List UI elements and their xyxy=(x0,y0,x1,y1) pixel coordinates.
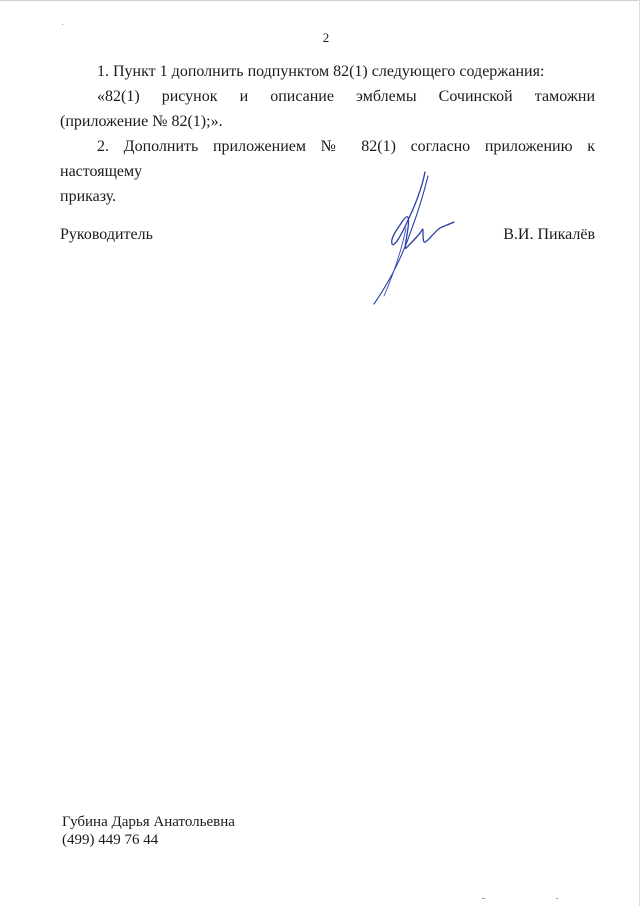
page-number: 2 xyxy=(322,30,330,45)
paragraph-quote-line-2: (приложение № 82(1);». xyxy=(60,113,223,130)
scan-speck xyxy=(482,898,485,899)
contact-phone: (499) 449 76 44 xyxy=(62,832,159,848)
contact-name: Губина Дарья Анатольевна xyxy=(62,814,235,830)
contact-block xyxy=(62,813,235,849)
document-body xyxy=(60,59,595,209)
paragraph-item-2-line-2: приказу. xyxy=(60,188,117,205)
paragraph-item-1: 1. Пункт 1 дополнить подпунктом 82(1) следующего содержания: xyxy=(97,63,545,80)
signatory-name: В.И. Пикалёв xyxy=(503,226,595,243)
paragraph-item-2-line-1: 2. Дополнить приложением № 82(1) согласно приложению к настоящему xyxy=(60,138,595,180)
paragraph-quote-line-1: «82(1) рисунок и описание эмблемы Сочинской таможни xyxy=(97,88,595,105)
scan-speck xyxy=(556,898,558,899)
handwritten-signature xyxy=(362,168,462,308)
page-edge-top xyxy=(0,0,640,1)
scan-speck xyxy=(62,24,63,25)
signatory-title: Руководитель xyxy=(60,226,153,243)
